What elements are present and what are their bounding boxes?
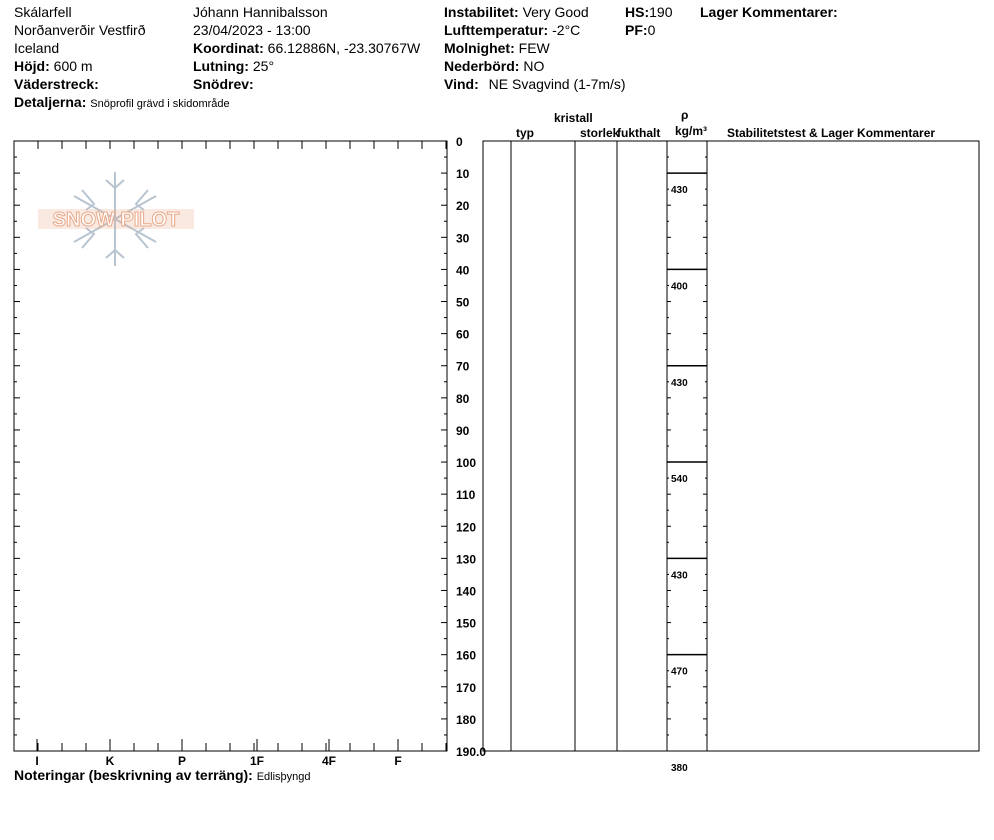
col-type-header: typ bbox=[516, 126, 534, 140]
notes-label: Noteringar (beskrivning av terräng): bbox=[14, 767, 253, 783]
density-value: 430 bbox=[671, 377, 688, 389]
instability-label: Instabilitet: bbox=[444, 4, 519, 20]
hardness-frame bbox=[14, 141, 447, 751]
layer-comments-label: Lager Kommentarer: bbox=[700, 4, 838, 20]
density-value: 540 bbox=[671, 474, 688, 486]
hardness-label: I bbox=[35, 754, 39, 768]
elevation-value: 600 m bbox=[53, 58, 93, 74]
density-value: 430 bbox=[671, 185, 688, 197]
country: Iceland bbox=[14, 40, 60, 56]
hardness-label: 1F bbox=[249, 754, 265, 768]
col-stability-header: Stabilitetstest & Lager Kommentarer bbox=[727, 126, 936, 140]
snowdrift-label: Snödrev: bbox=[193, 76, 254, 92]
logo-text: SNOW PILOT bbox=[52, 209, 180, 231]
depth-label: 140 bbox=[456, 584, 477, 599]
notes-row bbox=[14, 766, 311, 786]
depth-label: 190.0 bbox=[456, 745, 487, 759]
depth-label: 90 bbox=[456, 423, 470, 438]
hardness-label: 4F bbox=[321, 754, 337, 768]
depth-label: 100 bbox=[456, 456, 477, 471]
depth-label: 30 bbox=[456, 231, 470, 246]
observer: Jóhann Hannibalsson bbox=[193, 4, 328, 20]
depth-label: 0 bbox=[456, 135, 463, 149]
profile-table-frame bbox=[483, 141, 979, 751]
pf-value: 0 bbox=[647, 22, 656, 38]
hs-value: 190 bbox=[649, 4, 673, 20]
location: Skálarfell bbox=[14, 4, 72, 20]
sky-label: Molnighet: bbox=[444, 40, 515, 56]
density-value: 400 bbox=[671, 281, 688, 293]
pf-label: PF: bbox=[625, 22, 648, 38]
notes-value: Edlisþyngd bbox=[256, 771, 311, 783]
depth-label: 80 bbox=[456, 391, 470, 406]
instability-value: Very Good bbox=[522, 4, 589, 20]
wind-value: NE Svagvind (1-7m/s) bbox=[488, 76, 626, 92]
depth-label: 10 bbox=[456, 167, 470, 182]
coordinate-label: Koordinat: bbox=[193, 40, 264, 56]
col-density-unit: kg/m³ bbox=[675, 124, 708, 138]
region: Norðanverðir Vestfirð bbox=[14, 22, 146, 38]
precip-label: Nederbörd: bbox=[444, 58, 520, 74]
density-value: 430 bbox=[671, 570, 688, 582]
depth-label: 40 bbox=[456, 263, 470, 278]
depth-label: 70 bbox=[456, 359, 470, 374]
datetime: 23/04/2023 - 13:00 bbox=[193, 22, 311, 38]
depth-label: 180 bbox=[456, 712, 477, 727]
aspect-label: Väderstreck: bbox=[14, 76, 99, 92]
snowpilot-logo bbox=[38, 172, 194, 266]
slope-label: Lutning: bbox=[193, 58, 249, 74]
depth-label: 110 bbox=[456, 488, 476, 503]
hardness-label: P bbox=[177, 754, 187, 768]
depth-label: 60 bbox=[456, 327, 470, 342]
depth-label: 170 bbox=[456, 680, 477, 695]
slope-value: 25° bbox=[252, 58, 275, 74]
hardness-label: F bbox=[394, 754, 402, 768]
depth-label: 150 bbox=[456, 616, 477, 631]
depth-label: 160 bbox=[456, 648, 477, 663]
depth-label: 120 bbox=[456, 520, 477, 535]
details-value: Snöprofil grävd i skidområde bbox=[90, 98, 230, 110]
elevation-label: Höjd: bbox=[14, 58, 50, 74]
depth-label: 130 bbox=[456, 552, 477, 567]
col-rho-header: ρ bbox=[681, 108, 689, 122]
coordinate-value: 66.12886N, -23.30767W bbox=[267, 40, 421, 56]
density-value: 380 bbox=[671, 763, 688, 775]
density-value: 470 bbox=[671, 666, 688, 678]
hardness-label: K bbox=[105, 754, 115, 768]
col-crystal-header: kristall bbox=[554, 111, 593, 125]
airtemp-label: Lufttemperatur: bbox=[444, 22, 549, 38]
precip-value: NO bbox=[523, 58, 545, 74]
depth-label: 50 bbox=[456, 295, 470, 310]
col-size-header: storlek bbox=[580, 126, 620, 140]
depth-label: 20 bbox=[456, 199, 470, 214]
airtemp-value: -2°C bbox=[552, 22, 581, 38]
details-label: Detaljerna: bbox=[14, 94, 87, 110]
wind-label: Vind: bbox=[444, 76, 479, 92]
col-moisture-header: fukthalt bbox=[617, 126, 661, 140]
hs-label: HS: bbox=[625, 4, 650, 20]
sky-value: FEW bbox=[518, 40, 550, 56]
